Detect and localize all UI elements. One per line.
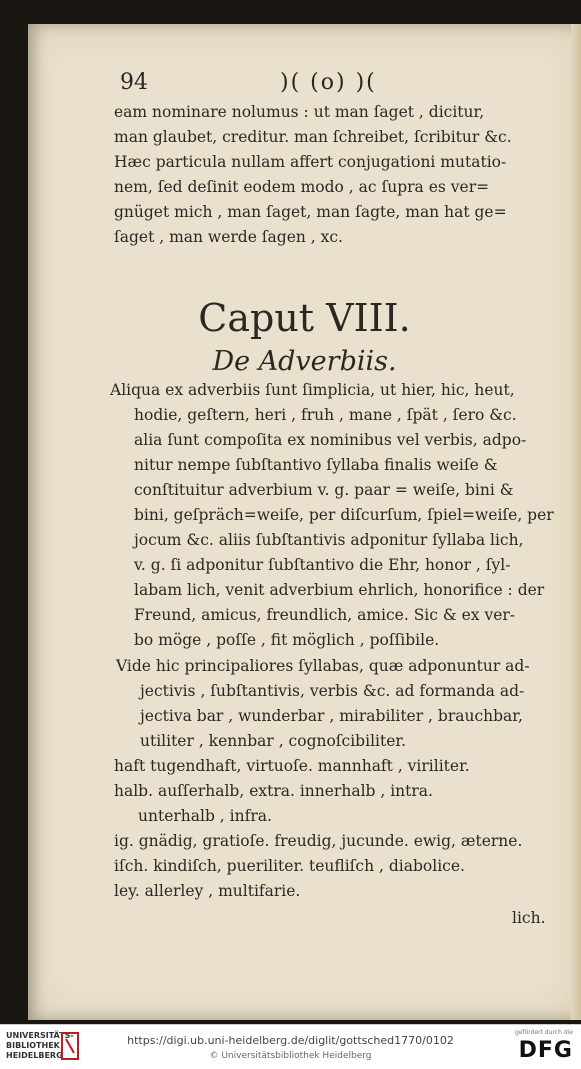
text-line: man glaubet, creditur. man ſchreibet, ſcribitur &c. — [114, 128, 512, 146]
text-line: Freund, amicus, freundlich, amice. Sic & ex ver- — [134, 606, 516, 624]
text-line: jectivis , ſubſtantivis, verbis &c. ad formanda ad- — [140, 682, 525, 700]
syllable-list — [114, 754, 574, 904]
text-line: Hæc particula nullam affert conjugationi mutatio- — [114, 153, 507, 171]
text-line: utiliter , kennbar , cognoſcibiliter. — [140, 732, 407, 750]
text-line: nem, ſed deſinit eodem modo , ac ſupra es ver= — [114, 178, 490, 196]
list-item: unterhalb , infra. — [138, 807, 272, 825]
library-line: BIBLIOTHEK — [6, 1041, 60, 1050]
catchword: lich. — [512, 909, 546, 927]
text-line: ſaget , man werde ſagen , xc. — [114, 228, 343, 246]
text-line: gnüget mich , man ſaget, man ſagte, man hat ge= — [114, 203, 507, 221]
text-line: alia ſunt compoſita ex nominibus vel verbis, adpo- — [134, 431, 527, 449]
funder-label: gefördert durch die — [515, 1029, 573, 1036]
text-line: nitur nempe ſubſtantivo ſyllaba finalis weiſe & — [134, 456, 498, 474]
text-line: eam nominare nolumus : ut man ſaget , dicitur, — [114, 103, 485, 121]
text-line: Vide hic principaliores ſyllabas, quæ adponuntur ad- — [116, 657, 530, 675]
intro-block — [114, 100, 574, 250]
chapter-title: Caput VIII. — [198, 296, 411, 340]
header-ornament: )( (o) )( — [280, 70, 377, 95]
list-item: ley. allerley , multifarie. — [114, 882, 301, 900]
copyright-text: © Universitätsbibliothek Heidelberg — [209, 1051, 372, 1061]
text-line: bini, geſpräch=weiſe, per diſcurſum, ſpiel=weiſe, per — [134, 506, 554, 524]
chapter-subtitle: De Adverbiis. — [212, 346, 397, 377]
library-line: UNIVERSITÄTS- — [6, 1031, 74, 1040]
text-line: v. g. ſi adponitur ſubſtantivo die Ehr, honor , ſyl- — [134, 556, 511, 574]
text-line: bo möge , poſſe , fit möglich , poſſibile. — [134, 631, 440, 649]
paragraph-syllables — [116, 654, 576, 754]
viewer-footer — [0, 1024, 581, 1069]
paragraph-adverbs — [110, 378, 570, 653]
library-line: HEIDELBERG — [6, 1051, 63, 1060]
running-header — [116, 70, 556, 102]
list-item: halb. auſſerhalb, extra. innerhalb , intra. — [114, 782, 433, 800]
text-line: conſtituitur adverbium v. g. paar = weiſe, bini & — [134, 481, 514, 499]
list-item: haft tugendhaft, virtuoſe. mannhaft , viriliter. — [114, 757, 470, 775]
list-item: iſch. kindiſch, pueriliter. teufliſch , diabolice. — [114, 857, 465, 875]
dfg-logo: DFG — [518, 1038, 573, 1063]
text-line: jectiva bar , wunderbar , mirabiliter , brauchbar, — [140, 707, 523, 725]
source-url-link[interactable]: https://digi.ub.uni-heidelberg.de/diglit/gottsched1770/0102 — [127, 1034, 454, 1047]
text-line: labam lich, venit adverbium ehrlich, honorifice : der — [134, 581, 545, 599]
book-page — [28, 24, 581, 1020]
text-line: hodie, geſtern, heri , fruh , mane , ſpät , ſero &c. — [134, 406, 517, 424]
list-item: ig. gnädig, gratioſe. freudig, jucunde. ewig, æterne. — [114, 832, 523, 850]
text-line: jocum &c. aliis ſubſtantivis adponitur ſyllaba lich, — [134, 531, 524, 549]
page-number: 94 — [120, 70, 148, 95]
text-line: Aliqua ex adverbiis ſunt ſimplicia, ut hier, hic, heut, — [110, 381, 515, 399]
